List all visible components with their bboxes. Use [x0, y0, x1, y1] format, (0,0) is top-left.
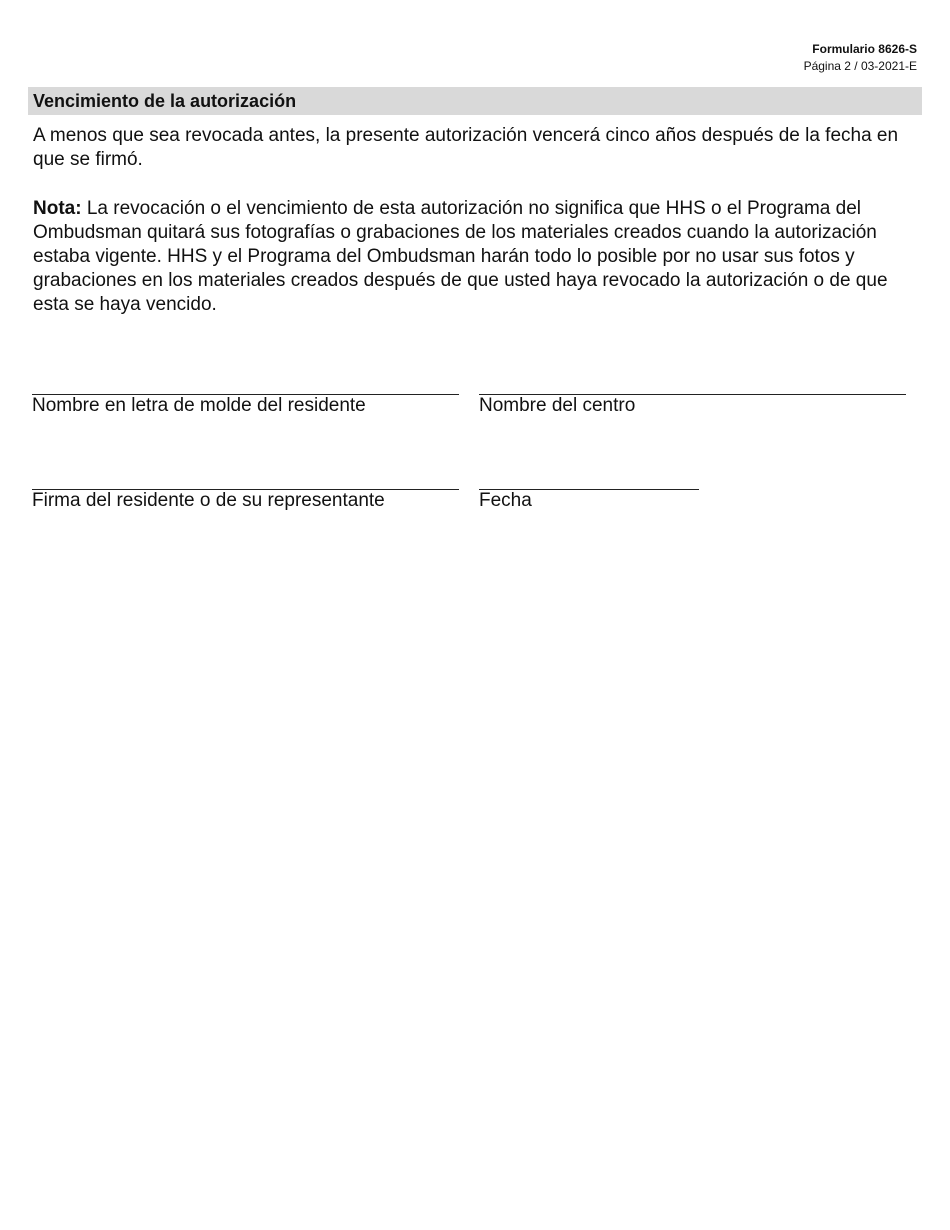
- section-header-bar: [28, 87, 922, 115]
- signature-field[interactable]: [32, 489, 459, 512]
- date-field[interactable]: [479, 489, 699, 512]
- page-info: Página 2 / 03-2021-E: [803, 59, 917, 73]
- note-paragraph: [33, 197, 913, 317]
- note-text: La revocación o el vencimiento de esta autorización no significa que HHS o el Programa del Ombudsman quitará sus fotografías o grabaciones de los materiales creados cuando la autorización estaba vigente. HHS y el Programa del Ombudsman harán todo lo posible por no usar sus fotos y grabaciones en los materiales creados después de que usted haya revocado la autorización o de que esta se haya vencido.: [33, 198, 888, 315]
- facility-name-field[interactable]: [479, 394, 906, 417]
- resident-name-label: Nombre en letra de molde del residente: [32, 395, 366, 416]
- date-label: Fecha: [479, 490, 532, 511]
- form-number: Formulario 8626-S: [812, 42, 917, 56]
- resident-name-field[interactable]: [32, 394, 459, 417]
- note-label: Nota:: [33, 198, 82, 219]
- section-title: Vencimiento de la autorización: [33, 91, 297, 111]
- facility-name-label: Nombre del centro: [479, 395, 636, 416]
- expiration-paragraph: A menos que sea revocada antes, la presente autorización vencerá cinco años después de la fecha en que se firmó.: [33, 125, 899, 170]
- form-header: [804, 41, 917, 75]
- signature-label: Firma del residente o de su representante: [32, 490, 385, 511]
